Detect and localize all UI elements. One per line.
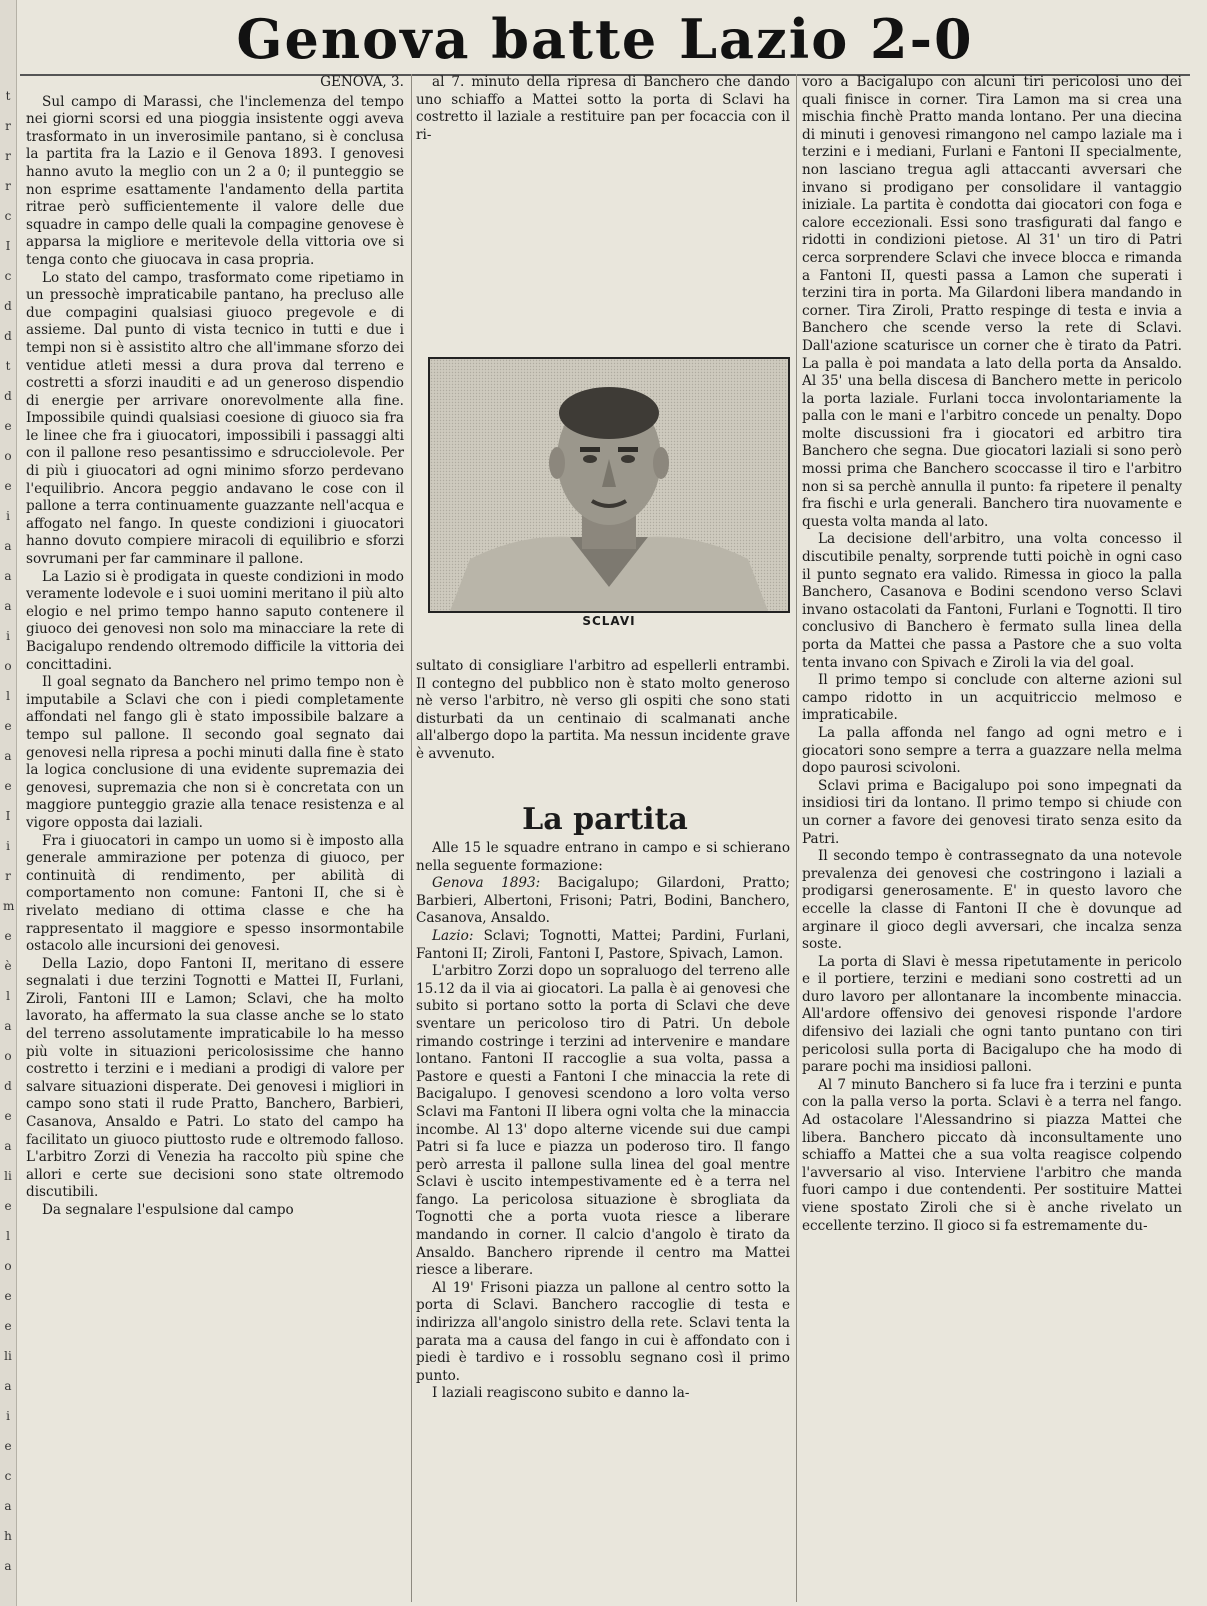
- paragraph: Il primo tempo si conclude con alterne azioni sul campo ridotto in un acquitriccio melmoso e impraticabile.: [802, 672, 1182, 724]
- left-margin-strip: [0, 0, 17, 1606]
- margin-letter: a: [4, 1499, 12, 1513]
- lineup-lazio: [416, 928, 790, 963]
- paragraph: Al 19' Frisoni piazza un pallone al centro sotto la porta di Sclavi. Banchero raccoglie di testa e indirizza all'angolo sinistro della rete. Sclavi tenta la parata ma a causa del fango in cui è affondato con i piedi è tardivo e i rossoblu segnano così il primo punto.: [416, 1279, 790, 1384]
- margin-letter: e: [4, 719, 12, 733]
- margin-letter: I: [5, 239, 11, 253]
- paragraph: sultato di consigliare l'arbitro ad espellerli entrambi. Il contegno del pubblico non è stato molto generoso nè verso l'arbitro, nè verso gli ospiti che sono stati disturbati da un centinaio di scalmanati anche all'albergo dopo la partita. Ma nessun incidente grave è avvenuto.: [416, 658, 790, 762]
- margin-letter: c: [4, 209, 12, 223]
- column-rule: [411, 74, 412, 1602]
- margin-letter: i: [6, 629, 10, 643]
- column-2-report: [416, 840, 790, 1602]
- margin-letter: o: [4, 1049, 12, 1063]
- margin-letter: c: [4, 1469, 12, 1483]
- margin-letter: l: [6, 689, 10, 703]
- paragraph: La decisione dell'arbitro, una volta concesso il discutibile penalty, sorprende tutti poichè in ogni caso il punto segnato era valido. Rimessa in gioco la palla Banchero, Casanova e Bodini scendono verso Sclavi invano ostacolati da Fantoni, Furlani e Tognotti. Il tiro conclusivo di Banchero è fermato sulla linea della porta da Mattei che passa a Pastore che a suo volta tenta invano con Spivach e Ziroli la via del goal.: [802, 531, 1182, 671]
- paragraph: Sclavi prima e Bacigalupo poi sono impegnati da insidiosi tiri da lontano. Il primo tempo si chiude con un corner a favore dei genovesi tirato senza esito da Patri.: [802, 777, 1182, 847]
- margin-letter: r: [5, 179, 11, 193]
- margin-letter: i: [6, 839, 10, 853]
- margin-letter: a: [4, 749, 12, 763]
- paragraph: La porta di Slavi è messa ripetutamente in pericolo e il portiere, terzini e mediani sono costretti ad un duro lavoro per allontanare la incombente minaccia. All'ardore offensivo dei genovesi risponde l'ardore difensivo dei laziali che ogni tanto puntano con tiri pericolosi sulla porta di Bacigalupo che ha modo di parare pochi ma insidiosi palloni.: [802, 953, 1182, 1076]
- column-1: [26, 74, 404, 1602]
- headline: Genova batte Lazio 2-0: [20, 4, 1190, 76]
- section-subhead: La partita: [522, 802, 688, 837]
- margin-letter: r: [5, 149, 11, 163]
- margin-letter: a: [4, 1559, 12, 1573]
- paragraph: Lo stato del campo, trasformato come ripetiamo in un pressochè impraticabile pantano, ha precluso alle due compagini qualsiasi giuoco pregevole e di assieme. Dal punto di vista tecnico in tutti e due i tempi non si è assistito altro che all'immane sforzo dei ventidue atleti messi a dura prova dal terreno e costretti a sforzi inauditi e ad un generoso dispendio di energie per arrivare onorevolmente alla fine. Impossibile quindi qualsiasi coesione di giuoco sia fra le linee che fra i giuocatori, impossibili i passaggi alti con il pallone reso pesantissimo e sdrucciolevole. Per di più i giuocatori ad ogni minimo sforzo perdevano l'equilibrio. Ancora peggio andavano le cose con il pallone a terra continuamente guazzante nell'acqua e affogato nel fango. In queste condizioni i giuocatori hanno dovuto compiere miracoli di equilibrio e sforzi sovrumani per far camminare il pallone.: [26, 269, 404, 568]
- column-3: [802, 74, 1182, 1602]
- margin-letter: h: [4, 1529, 12, 1543]
- paragraph: voro a Bacigalupo con alcuni tiri pericolosi uno dei quali finisce in corner. Tira Lamon ma si crea una mischia finchè Pratto manda lontano. Per una diecina di minuti i genovesi rimangono nel campo laziale ma i terzini e i mediani, Furlani e Fantoni II specialmente, non lasciano tregua agli attaccanti avversari che invano si prodigano per consolidare il vantaggio iniziale. La partita è condotta dai giocatori con foga e calore eccezionali. Essi sono trasfigurati dal fango e ridotti in condizioni pietose. Al 31' un tiro di Patri cerca sorprendere Sclavi che invece blocca e rimanda a Fantoni II, questi passa a Lamon che superati i terzini tira in porta. Ma Gilardoni libera mandando in corner. Tira Ziroli, Pratto respinge di testa e invia a Banchero che scende verso la rete di Sclavi. Dall'azione scaturisce un corner che è tirato da Patri. La palla è poi mandata a lato della porta da Ansaldo. Al 35' una bella discesa di Banchero mette in pericolo la porta laziale. Furlani tocca involontariamente la palla con le mani e l'arbitro concede un penalty. Dopo molte discussioni fra i giocatori ed arbitro tira Banchero che segna. Due giocatori laziali si sono però mossi prima che Banchero scoccasse il tiro e l'arbitro non si sa perchè annulla il punto: fa ripetere il penalty fra fischi e urla generali. Banchero tira nuovamente e questa volta manda al lato.: [802, 74, 1182, 530]
- margin-letter: d: [4, 299, 12, 313]
- paragraph: Da segnalare l'espulsione dal campo: [42, 1202, 294, 1218]
- portrait-image: [430, 359, 788, 611]
- margin-letter: e: [4, 929, 12, 943]
- paragraph: Il secondo tempo è contrassegnato da una notevole prevalenza dei genovesi che costringono i laziali a prodigarsi generosamente. E' in questo lavoro che eccelle la classe di Fantoni II che è dovunque ad arginare il gioco degli avversari, che incalza senza soste.: [802, 848, 1182, 953]
- margin-letter: a: [4, 1379, 12, 1393]
- margin-letter: o: [4, 659, 12, 673]
- margin-letter: è: [4, 959, 12, 973]
- paragraph: La Lazio si è prodigata in queste condizioni in modo veramente lodevole e i suoi uomini meritano il più alto elogio e nel primo tempo hanno saputo contenere il giuoco dei genovesi non solo ma minacciare la rete di Bacigalupo rendendo oltremodo difficile la vittoria dei concittadini.: [26, 568, 404, 673]
- margin-letter: t: [5, 359, 11, 373]
- paragraph: Alle 15 le squadre entrano in campo e si schierano nella seguente formazione:: [416, 840, 790, 874]
- margin-letter: o: [4, 1259, 12, 1273]
- margin-letter: e: [4, 1439, 12, 1453]
- margin-letter: a: [4, 599, 12, 613]
- players: Sclavi; Tognotti, Mattei; Pardini, Furlani, Fantoni II; Ziroli, Fantoni I, Pastore, Spivach, Lamon.: [416, 927, 790, 962]
- margin-letter: e: [4, 779, 12, 793]
- team-name: Genova 1893:: [432, 875, 541, 892]
- lineup-genova: [416, 875, 790, 928]
- paragraph: Sul campo di Marassi, che l'inclemenza del tempo nei giorni scorsi ed una pioggia insistente oggi aveva trasformato in un inverosimile pantano, si è conclusa la partita fra la Lazio e il Genova 1893. I genovesi hanno avuto la meglio con un 2 a 0; il punteggio se non esprime esattamente l'andamento della partita ritrae però sufficientemente il valore delle due squadre in campo delle quali la compagine genovese è apparsa la migliore e meritevole della vittoria ove si tenga conto che giuocava in casa propria.: [26, 93, 404, 268]
- margin-letter: m: [3, 899, 15, 913]
- paragraph: Fra i giuocatori in campo un uomo si è imposto alla generale ammirazione per potenza di giuoco, per continuità di rendimento, per abilità di comportamento non comune: Fantoni II, che si è rivelato mediano di ottima classe e che ha rappresentato il maggiore e spesso insormontabile ostacolo alle incursioni dei genovesi.: [26, 832, 404, 955]
- margin-letter: e: [4, 419, 12, 433]
- paragraph: al 7. minuto della ripresa di Banchero che dando uno schiaffo a Mattei sotto la porta di Sclavi ha costretto il laziale a restituire pan per focaccia con il ri-: [416, 74, 790, 143]
- margin-letter: i: [6, 509, 10, 523]
- margin-letter: a: [4, 1019, 12, 1033]
- dateline: GENOVA, 3.: [320, 74, 404, 90]
- paragraph: Il goal segnato da Banchero nel primo tempo non è imputabile a Sclavi che con i piedi completamente affondati nel fango gli è stato impossibile balzare a tempo sul pallone. Il secondo goal segnato dai genovesi nella ripresa a pochi minuti dalla fine è stato la logica conclusione di una evidente supremazia dei genovesi, supremazia che non si è concretata con un maggiore punteggio grazie alla tenace resistenza e al vigore opposta dai laziali.: [26, 674, 404, 831]
- margin-letter: r: [5, 869, 11, 883]
- column-2-top: [416, 74, 790, 164]
- margin-letter: li: [4, 1169, 12, 1183]
- margin-letter: r: [5, 119, 11, 133]
- margin-letter: a: [4, 569, 12, 583]
- margin-letter: l: [6, 989, 10, 1003]
- paragraph: Della Lazio, dopo Fantoni II, meritano di essere segnalati i due terzini Tognotti e Mattei II, Furlani, Ziroli, Fantoni III e Lamon; Sclavi, che ha molto lavorato, ha affermato la sua classe anche se lo stato del terreno assolutamente impraticabile lo ha messo più volte in situazioni pericolosissime che hanno costretto i terzini e i mediani a prodigi di valore per salvare situazioni disperate. Dei genovesi i migliori in campo sono stati il rude Pratto, Banchero, Barbieri, Casanova, Ansaldo e Patri. Lo stato del campo ha facilitato un giuoco piuttosto rude e oltremodo falloso. L'arbitro Zorzi di Venezia ha raccolto più spine che allori e certe sue decisioni sono state oltremodo discutibili.: [26, 955, 404, 1201]
- paragraph: L'arbitro Zorzi dopo un sopraluogo del terreno alle 15.12 da il via ai giocatori. La palla è ai genovesi che subito si portano sotto la porta di Sclavi che deve sventare un pericoloso tiro di Patri. Un debole rimando costringe i terzini ad intervenire e mandare lontano. Fantoni II raccoglie a sua volta, passa a Pastore e questi a Fantoni I che minaccia la rete di Bacigalupo. I genovesi scendono a loro volta verso Sclavi ma Fantoni II libera ogni volta che la minaccia incombe. Al 13' dopo alterne vicende sui due campi Patri si fa luce e piazza un poderoso tiro. Il fango però arresta il pallone sulla linea del goal mentre Sclavi è uscito intempestivamente ed è a terra nel fango. La pericolosa situazione è sbrogliata da Tognotti che a porta vuota riesce a liberare mandando in corner. Il calcio d'angolo è tirato da Ansaldo. Banchero riprende il centro ma Mattei riesce a liberare.: [416, 963, 790, 1279]
- column-2-after-photo: [416, 658, 790, 798]
- margin-letter: e: [4, 1109, 12, 1123]
- margin-letter: a: [4, 1139, 12, 1153]
- paragraph: I laziali reagiscono subito e danno la-: [432, 1385, 690, 1402]
- margin-letter: li: [4, 1349, 12, 1363]
- photo-caption: SCLAVI: [582, 614, 636, 628]
- margin-letter: c: [4, 269, 12, 283]
- margin-letter: e: [4, 479, 12, 493]
- margin-letter: I: [5, 809, 11, 823]
- margin-letter: t: [5, 89, 11, 103]
- margin-letter: i: [6, 1409, 10, 1423]
- margin-letter: d: [4, 389, 12, 403]
- margin-letter: d: [4, 1079, 12, 1093]
- margin-letter: e: [4, 1319, 12, 1333]
- margin-letter: e: [4, 1199, 12, 1213]
- paragraph: Al 7 minuto Banchero si fa luce fra i terzini e punta con la palla verso la porta. Sclavi è a terra nel fango. Ad ostacolare l'Alessandrino si piazza Mattei che libera. Banchero piccato dà inconsultamente uno schiaffo a Mattei che a sua volta reagisce colpendo l'avversario al viso. Interviene l'arbitro che manda fuori campo i due contendenti. Per sostituire Mattei viene spostato Ziroli che si è anche rivelato un eccellente terzino. Il gioco si fa estremamente du-: [802, 1076, 1182, 1234]
- player-photo: [428, 357, 790, 613]
- team-name: Lazio:: [432, 927, 474, 944]
- margin-letter: l: [6, 1229, 10, 1243]
- margin-letter: d: [4, 329, 12, 343]
- paragraph: La palla affonda nel fango ad ogni metro e i giocatori sono sempre a terra a guazzare nella melma dopo paurosi scivoloni.: [802, 724, 1182, 777]
- margin-letter: a: [4, 539, 12, 553]
- margin-letter: e: [4, 1289, 12, 1303]
- column-rule: [796, 74, 797, 1602]
- players: Bacigalupo; Gilardoni, Pratto; Barbieri, Albertoni, Frisoni; Patri, Bodini, Banchero, Casanova, Ansaldo.: [416, 875, 790, 927]
- margin-letter: o: [4, 449, 12, 463]
